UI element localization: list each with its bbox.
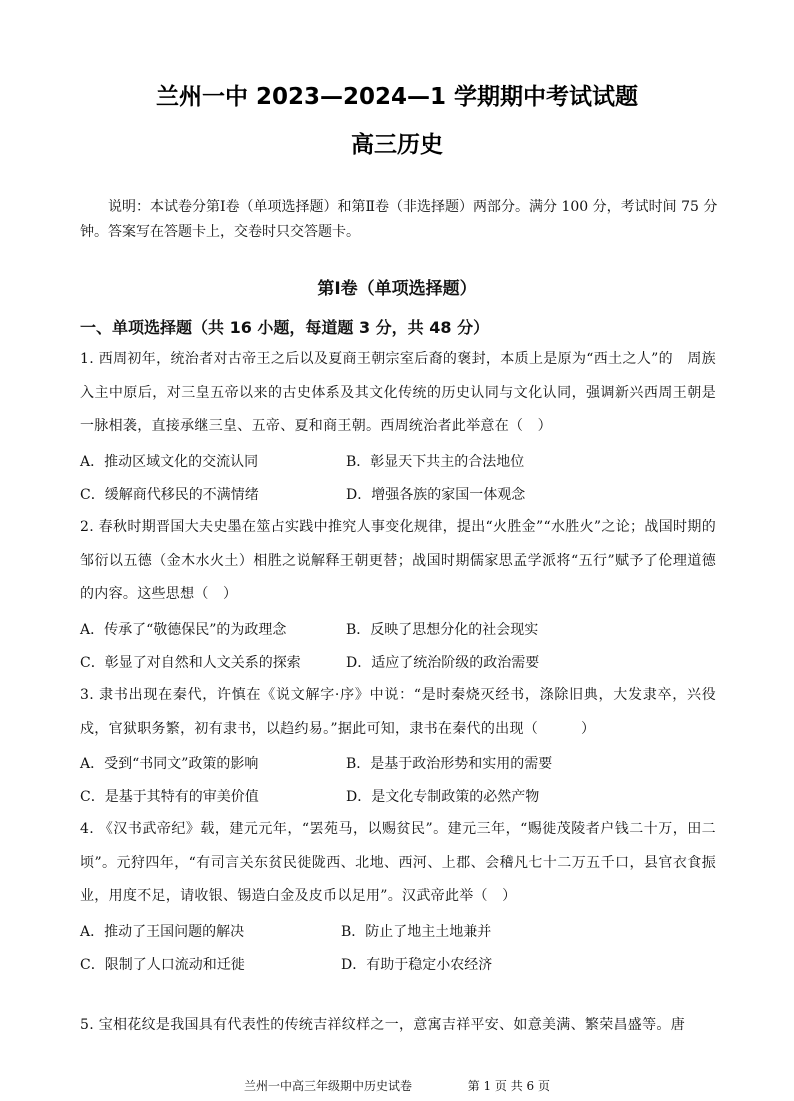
question-2-option-c: C．彰显了对自然和人文关系的探索 xyxy=(80,655,301,671)
question-4-option-a: A．推动了王国问题的解决 xyxy=(80,924,245,940)
question-1-option-a: A．推动区域文化的交流认同 xyxy=(80,454,259,470)
question-4-option-c: C．限制了人口流动和迁徙 xyxy=(80,957,245,973)
exam-subject: 高三历史 xyxy=(351,132,443,158)
question-2-option-a: A．传承了“敬德保民”的为政理念 xyxy=(80,622,287,638)
question-3-option-c: C．是基于其特有的审美价值 xyxy=(80,789,259,805)
question-2-option-d: D．适应了统治阶级的政治需要 xyxy=(346,655,540,671)
question-5-stem: 5. 宝相花纹是我国具有代表性的传统吉祥纹样之一，意寓吉祥平安、如意美满、繁荣昌盛等。唐 xyxy=(80,1017,686,1033)
question-3-stem: 3. 隶书出现在秦代，许慎在《说文解字·序》中说：“是时秦烧灭经书，涤除旧典，大发隶卒，兴役戍，官狱职务繁，初有隶书，以趋约易。”据此可知，隶书在秦代的出现（ ） xyxy=(80,687,716,737)
footer-page-number: 第 1 页 共 6 页 xyxy=(467,1079,550,1093)
question-1-option-c: C．缓解商代移民的不满情绪 xyxy=(80,487,259,503)
question-2-option-b: B．反映了思想分化的社会现实 xyxy=(346,622,539,638)
question-1-option-d: D．增强各族的家国一体观念 xyxy=(346,487,526,503)
question-3-option-b: B．是基于政治形势和实用的需要 xyxy=(346,756,553,772)
question-1-option-b: B．彰显天下共主的合法地位 xyxy=(346,454,525,470)
question-3-option-a: A．受到“书同文”政策的影响 xyxy=(80,756,259,772)
question-4-option-d: D．有助于稳定小农经济 xyxy=(341,957,493,973)
section-heading: 一、单项选择题（共 16 小题，每道题 3 分，共 48 分） xyxy=(80,318,490,337)
question-1-stem: 1. 西周初年，统治者对古帝王之后以及夏商王朝宗室后裔的褒封，本质上是原为“西土之人”的 周族入主中原后，对三皇五帝以来的古史体系及其文化传统的历史认同与文化认同，强调新兴西周王朝是一脉相袭，直接承继三皇、五帝、夏和商王朝。西周统治者此举意在（ ） xyxy=(80,351,716,434)
page-footer xyxy=(0,1077,794,1094)
question-4-stem: 4. 《汉书武帝纪》载，建元元年，“罢苑马，以赐贫民”。建元三年，“赐徙茂陵者户钱二十万，田二顷”。元狩四年，“有司言关东贫民徙陇西、北地、西河、上郡、会稽凡七十二万五千口，县官衣食振业，用度不足，请收银、锡造白金及皮币以足用”。汉武帝此举（ ） xyxy=(80,821,716,904)
question-2-stem: 2. 春秋时期晋国大夫史墨在筮占实践中推究人事变化规律，提出“火胜金”“水胜火”之论；战国时期的邹衍以五德（金木水火土）相胜之说解释王朝更替；战国时期儒家思孟学派将“五行”赋予了伦理道德的内容。这些思想（ ） xyxy=(80,519,716,602)
exam-title: 兰州一中 2023—2024—1 学期期中考试试题 xyxy=(155,84,639,110)
part-title: 第Ⅰ卷（单项选择题） xyxy=(317,279,477,299)
exam-instructions: 说明：本试卷分第Ⅰ卷（单项选择题）和第Ⅱ卷（非选择题）两部分。满分 100 分，考试时间 75 分钟。答案写在答题卡上，交卷时只交答题卡。 xyxy=(80,199,718,240)
footer-exam-name: 兰州一中高三年级期中历史试卷 xyxy=(243,1079,412,1093)
question-3-option-d: D．是文化专制政策的必然产物 xyxy=(346,789,540,805)
question-4-option-b: B．防止了地主土地兼并 xyxy=(341,924,492,940)
